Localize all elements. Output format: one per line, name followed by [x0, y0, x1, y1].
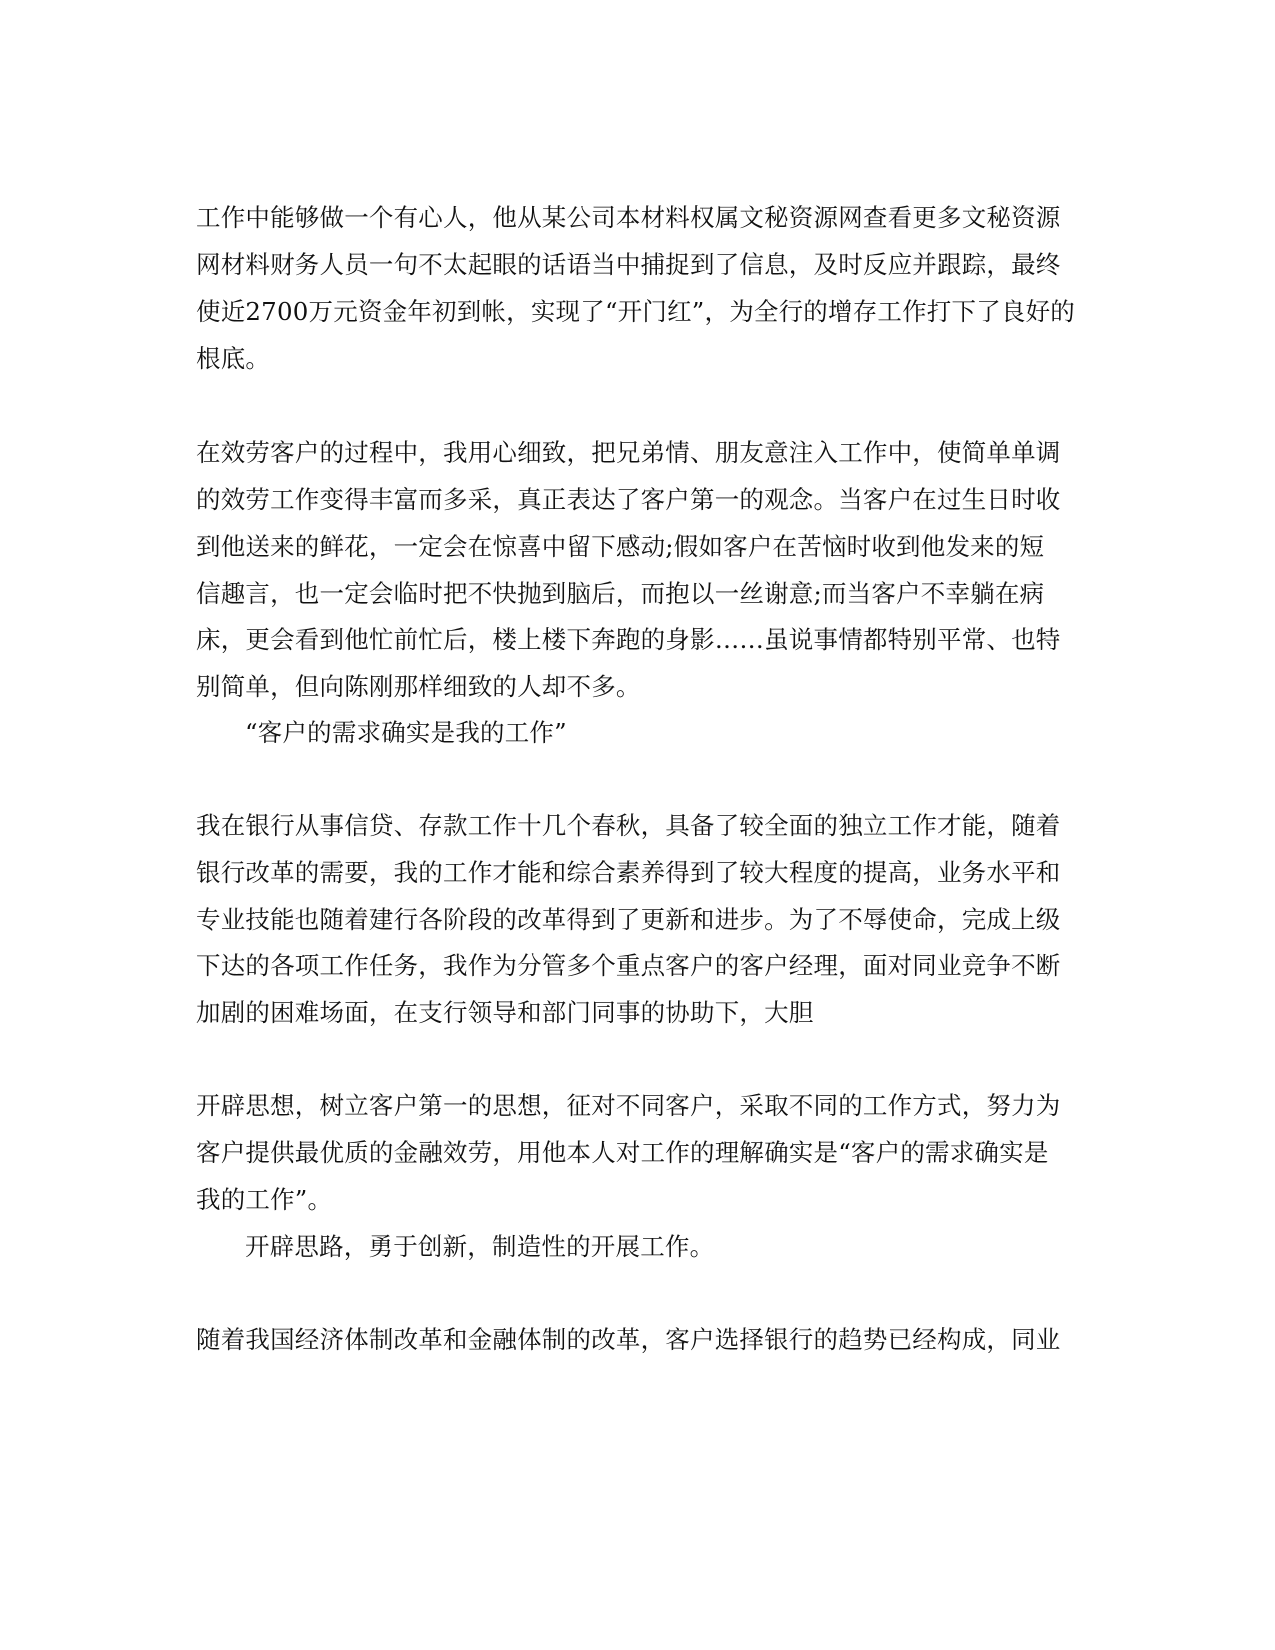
text-line: 到他送来的鲜花，一定会在惊喜中留下感动;假如客户在苦恼时收到他发来的短 — [196, 532, 1045, 561]
text-line: 别简单，但向陈刚那样细致的人却不多。 — [196, 672, 641, 701]
text-line: 下达的各项工作任务，我作为分管多个重点客户的客户经理，面对同业竞争不断 — [196, 951, 1061, 980]
text-line: 信趣言，也一定会临时把不快抛到脑后，而抱以一丝谢意;而当客户不幸躺在病 — [196, 579, 1045, 608]
text-line: 专业技能也随着建行各阶段的改革得到了更新和进步。为了不辱使命，完成上级 — [196, 905, 1061, 934]
text-line: 在效劳客户的过程中，我用心细致，把兄弟情、朋友意注入工作中，使简单单调 — [196, 438, 1061, 467]
text-line: 开辟思想，树立客户第一的思想，征对不同客户，采取不同的工作方式，努力为 — [196, 1091, 1061, 1120]
text-line: 银行改革的需要，我的工作才能和综合素养得到了较大程度的提高，业务水平和 — [196, 858, 1061, 887]
text-line: 的效劳工作变得丰富而多采，真正表达了客户第一的观念。当客户在过生日时收 — [196, 485, 1061, 514]
text-line: 使近2700万元资金年初到帐，实现了“开门红”，为全行的增存工作打下了良好的 — [196, 297, 1075, 326]
text-line: 网材料财务人员一句不太起眼的话语当中捕捉到了信息，及时反应并跟踪，最终 — [196, 250, 1061, 279]
text-line: 根底。 — [196, 344, 271, 373]
text-line: 我的工作”。 — [196, 1185, 333, 1214]
text-line: 客户提供最优质的金融效劳，用他本人对工作的理解确实是“客户的需求确实是 — [196, 1138, 1049, 1167]
text-line: 我在银行从事信贷、存款工作十几个春秋，具备了较全面的独立工作才能，随着 — [196, 811, 1061, 840]
text-line: 加剧的困难场面，在支行领导和部门同事的协助下，大胆 — [196, 998, 814, 1027]
text-line: 工作中能够做一个有心人，他从某公司本材料权属文秘资源网查看更多文秘资源 — [196, 203, 1061, 232]
section-heading: 开辟思路，勇于创新，制造性的开展工作。 — [245, 1232, 715, 1261]
section-heading: “客户的需求确实是我的工作” — [245, 718, 567, 747]
text-line: 床，更会看到他忙前忙后，楼上楼下奔跑的身影……虽说事情都特别平常、也特 — [196, 625, 1061, 654]
text-line: 随着我国经济体制改革和金融体制的改革，客户选择银行的趋势已经构成，同业 — [196, 1325, 1061, 1354]
